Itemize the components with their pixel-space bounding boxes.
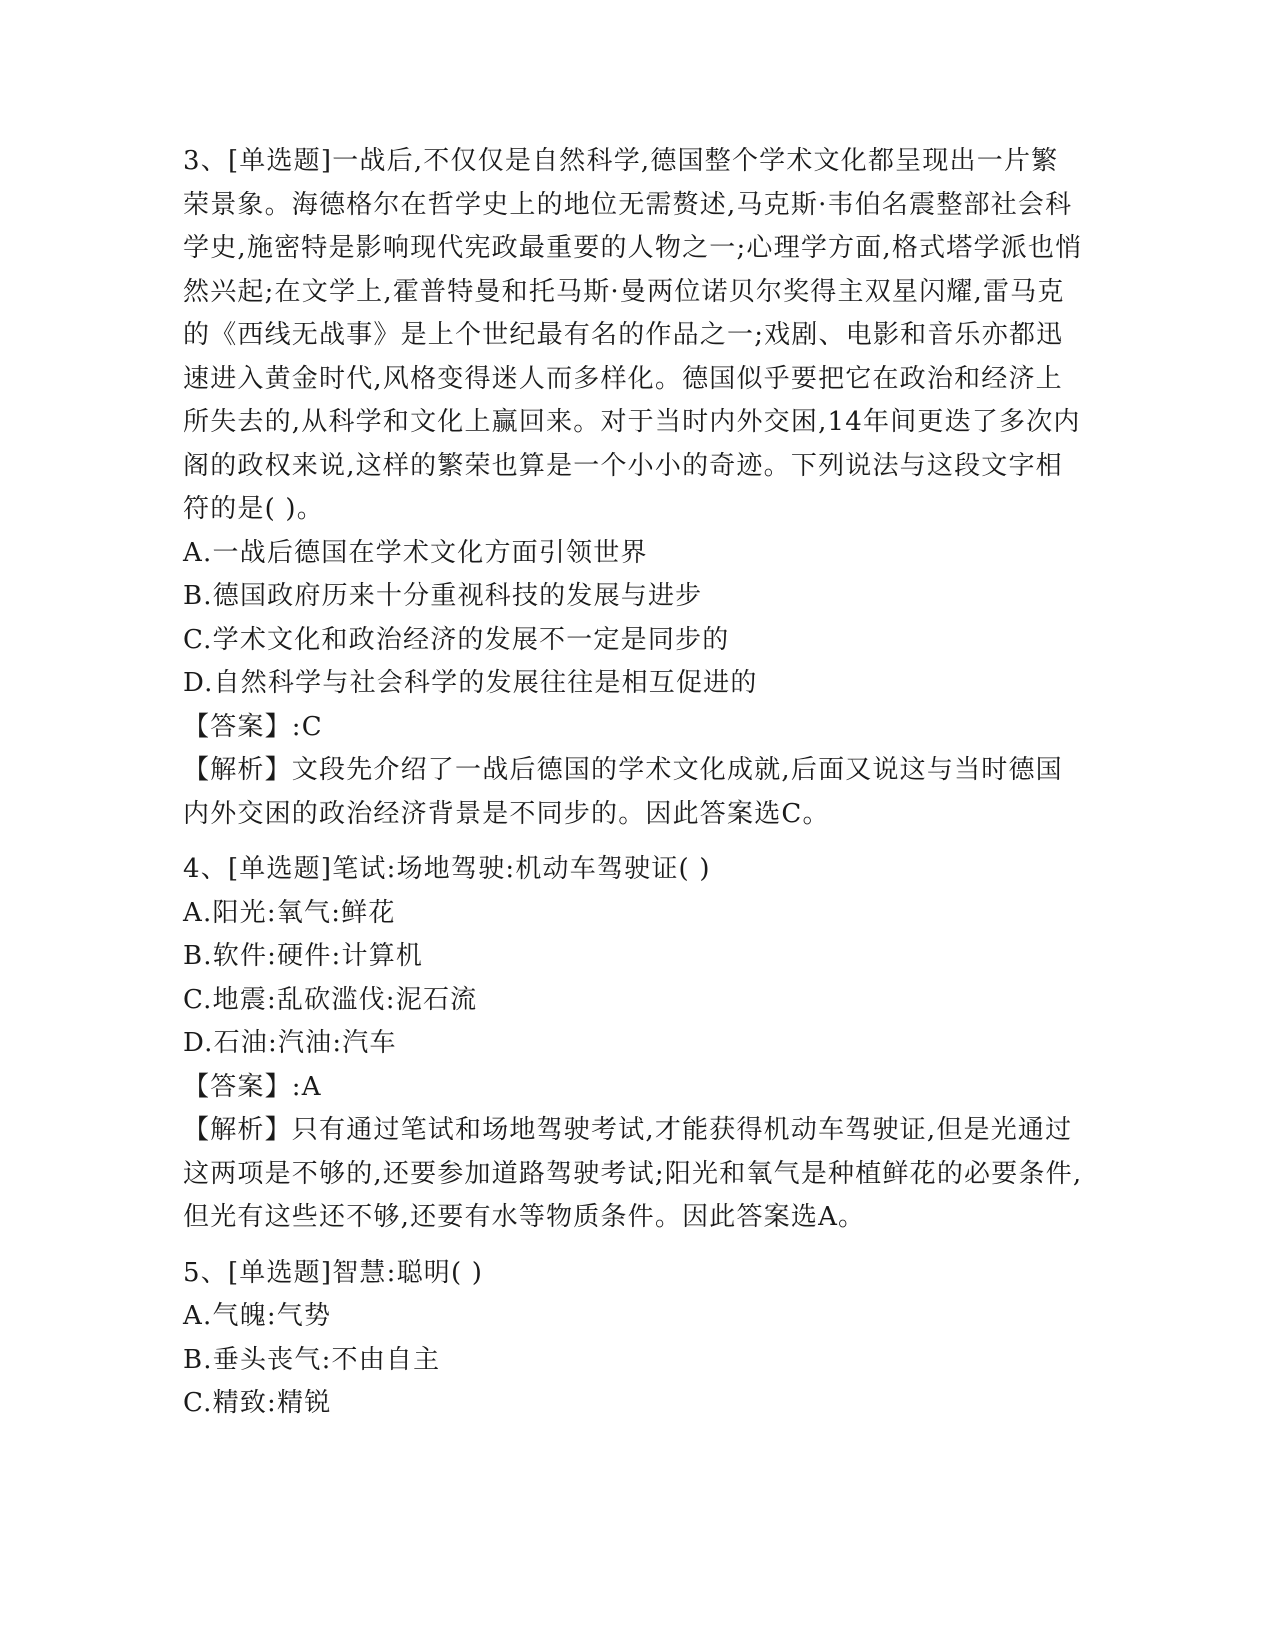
question-4 xyxy=(183,848,1083,1240)
question-stem: 4、[单选题]笔试:场地驾驶:机动车驾驶证( ) xyxy=(183,854,711,884)
question-3 xyxy=(183,140,1083,836)
option-b: B.垂头丧气:不由自主 xyxy=(183,1344,441,1375)
analysis-paragraph: 【解析】只有通过笔试和场地驾驶考试,才能获得机动车驾驶证,但是光通过这两项是不够的,还要参加道路驾驶考试;阳光和氧气是种植鲜花的必要条件,但光有这些还不够,还要有水等物质条件。因此答案选A。 xyxy=(183,1115,1083,1232)
answer-line: 【答案】:C xyxy=(183,711,323,742)
question-stem: 5、[单选题]智慧:聪明( ) xyxy=(183,1257,484,1288)
question-stem: 3、[单选题]一战后,不仅仅是自然科学,德国整个学术文化都呈现出一片繁荣景象。海德格尔在哲学史上的地位无需赘述,马克斯·韦伯名震整部社会科学史,施密特是影响现代宪政最重要的人物之一;心理学方面,格式塔学派也悄然兴起;在文学上,霍普特曼和托马斯·曼两位诺贝尔奖得主双星闪耀,雷马克的《西线无战事》是上个世纪最有名的作品之一;戏剧、电影和音乐亦都迅速进入黄金时代,风格变得迷人而多样化。德国似乎要把它在政治和经济上所失去的,从科学和文化上赢回来。对于当时内外交困,14年间更迭了多次内阁的政权来说,这样的繁荣也算是一个小小的奇迹。下列说法与这段文字相符的是( )。 xyxy=(183,146,1083,524)
option-b: B.软件:硬件:计算机 xyxy=(183,941,424,971)
question-5 xyxy=(183,1252,1083,1426)
option-b: B.德国政府历来十分重视科技的发展与进步 xyxy=(183,581,703,611)
answer-line: 【答案】:A xyxy=(183,1071,322,1102)
option-d: D.石油:汽油:汽车 xyxy=(183,1028,397,1058)
option-c: C.学术文化和政治经济的发展不一定是同步的 xyxy=(183,624,730,655)
option-c: C.地震:乱砍滥伐:泥石流 xyxy=(183,984,478,1015)
option-a: A.一战后德国在学术文化方面引领世界 xyxy=(183,537,648,568)
option-a: A.气魄:气势 xyxy=(183,1301,332,1331)
option-d: D.自然科学与社会科学的发展往往是相互促进的 xyxy=(183,668,758,698)
document-page xyxy=(183,140,1083,1438)
option-c: C.精致:精锐 xyxy=(183,1388,332,1418)
analysis-paragraph: 【解析】文段先介绍了一战后德国的学术文化成就,后面又说这与当时德国内外交困的政治经济背景是不同步的。因此答案选C。 xyxy=(183,755,1063,829)
option-a: A.阳光:氧气:鲜花 xyxy=(183,897,396,928)
